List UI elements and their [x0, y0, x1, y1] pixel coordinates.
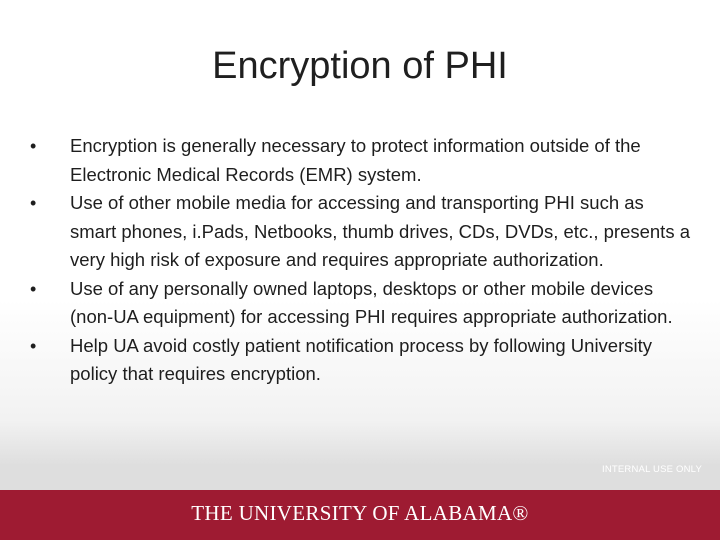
bullet-text: Help UA avoid costly patient notification process by following University policy that requires encryption.: [70, 334, 653, 384]
slide-title: Encryption of PHI: [212, 45, 508, 87]
footer-bar: [0, 490, 720, 540]
bullet-item: [30, 332, 690, 389]
bullet-text: Encryption is generally necessary to protect information outside of the Electronic Medical Records (EMR) system.: [70, 135, 641, 185]
bullet-text: Use of any personally owned laptops, desktops or other mobile devices (non-UA equipment) for accessing PHI requires appropriate authorization.: [70, 277, 673, 327]
bullet-list: [30, 132, 690, 389]
bullet-item: [30, 132, 690, 189]
internal-use-marking: INTERNAL USE ONLY: [601, 464, 702, 475]
bullet-dot-icon: •: [30, 193, 37, 213]
bullet-item: [30, 189, 690, 275]
bullet-text: Use of other mobile media for accessing and transporting PHI such as smart phones, i.Pads, Netbooks, thumb drives, CDs, DVDs, etc., presents a very high risk of exposure and requires appropriate authorization.: [70, 192, 691, 270]
bullet-dot-icon: •: [30, 335, 37, 356]
bullet-dot-icon: •: [30, 278, 37, 299]
bullet-item: [30, 275, 690, 332]
university-wordmark: THE UNIVERSITY OF ALABAMA®: [191, 501, 529, 525]
bullet-dot-icon: •: [30, 136, 37, 156]
